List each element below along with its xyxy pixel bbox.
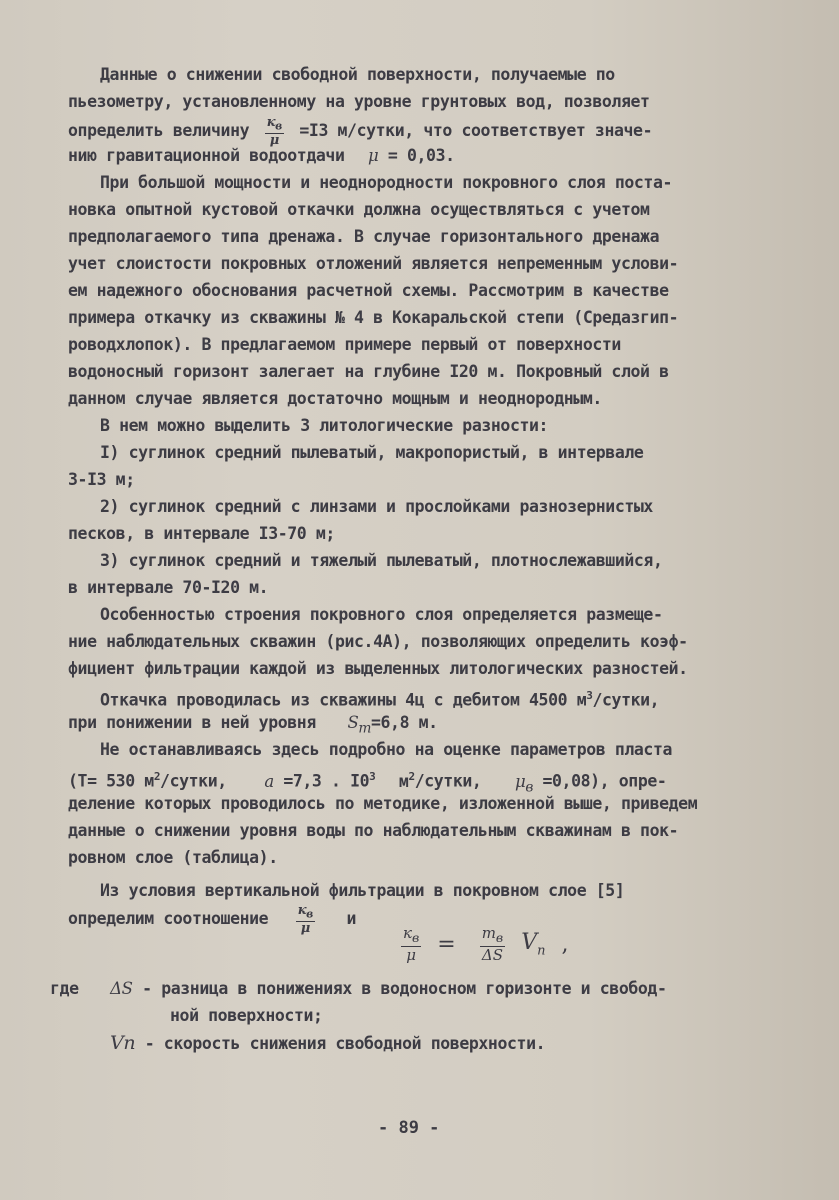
text-line: при понижении в ней уровня $S_m=6,8$ м. [68, 713, 438, 737]
text-line: Откачка проводилась из скважины 4ц с дебитом 4500 $м^3$/сутки, [100, 689, 660, 710]
formula-rhs-fraction: $\frac{m_в}{\Delta S}$ [481, 924, 504, 964]
text-line: При большой мощности и неоднородности покровного слоя поста- [100, 173, 673, 192]
text-line: песков, в интервале I3-70 м; [68, 524, 335, 543]
ratio-kv-mu: $\frac{к_в}{\mu}$ [266, 115, 282, 148]
text-line: определим соотношение $\frac{к_в}{\mu}$ и [68, 903, 356, 936]
text-line: примера откачку из скважины № 4 в Кокаральской степи (Средазгип- [68, 308, 679, 327]
formula-kv-mu [395, 925, 568, 963]
ratio-kv-mu: $\frac{к_в}{\mu}$ [297, 903, 313, 936]
text-line: Из условия вертикальной фильтрации в покровном слое [5] [100, 881, 625, 900]
text-line: водоносный горизонт залегает на глубине I20 м. Покровный слой в [68, 362, 669, 381]
text-line: 3-I3 м; [68, 470, 135, 489]
text-line: нию гравитационной водоотдачи μ = 0,03. [68, 146, 455, 165]
text-line: учет слоистости покровных отложений является непременным услови- [68, 254, 679, 273]
text-line: 3) суглинок средний и тяжелый пылеватый, плотнослежавшийся, [100, 551, 663, 570]
text-line: роводхлопок). В предлагаемом примере первый от поверхности [68, 335, 621, 354]
text-line: определить величину $\frac{к_в}{\mu}$ =I3 м/сутки, что соответствует значе- [68, 115, 653, 148]
formula-lhs: $\frac{к_в}{\mu}$ [403, 924, 420, 964]
text-line: ровном слое (таблица). [68, 848, 278, 867]
text-line: ной поверхности; [170, 1006, 323, 1025]
text-line: Vn - скорость снижения свободной поверхности. [110, 1032, 546, 1054]
page-number: - 89 - [378, 1118, 440, 1138]
text-line: деление которых проводилось по методике, изложенной выше, приведем [68, 794, 698, 813]
text-line: ние наблюдательных скважин (рис.4А), позволяющих определить коэф- [68, 632, 688, 651]
text-line: в интервале 70-I20 м. [68, 578, 269, 597]
text-line: Не останавливаясь здесь подробно на оценке параметров пласта [100, 740, 673, 759]
text-line: пьезометру, установленному на уровне грунтовых вод, позволяет [68, 92, 650, 111]
text-line: I) суглинок средний пылеватый, макропористый, в интервале [100, 443, 644, 462]
text-line: ем надежного обоснования расчетной схемы. Рассмотрим в качестве [68, 281, 669, 300]
text-line: фициент фильтрации каждой из выделенных литологических разностей. [68, 659, 688, 678]
text-line: Особенностью строения покровного слоя определяется размеще- [100, 605, 663, 624]
text-line: данном случае является достаточно мощным и неоднородным. [68, 389, 602, 408]
velocity-term: $V_n$ [521, 929, 546, 959]
text-line: Данные о снижении свободной поверхности, получаемые по [100, 65, 615, 84]
text-line: данные о снижении уровня воды по наблюдательным скважинам в пок- [68, 821, 679, 840]
formula-comma: , [561, 931, 569, 957]
text-line: В нем можно выделить 3 литологические разности: [100, 416, 549, 435]
text-line: новка опытной кустовой откачки должна осуществляться с учетом [68, 200, 650, 219]
text-line: (T= 530 $м^2$/сутки, a =7,3 . $I0^3$ $м^2$/сутки, $\mu_в =0,08$), опре- [68, 770, 667, 795]
text-line: предполагаемого типа дренажа. В случае горизонтального дренажа [68, 227, 660, 246]
equals-sign: = [437, 931, 456, 957]
text-line: где ΔS - разница в понижениях в водоносном горизонте и свобод- [50, 979, 667, 998]
text-line: 2) суглинок средний с линзами и прослойками разнозернистых [100, 497, 653, 516]
